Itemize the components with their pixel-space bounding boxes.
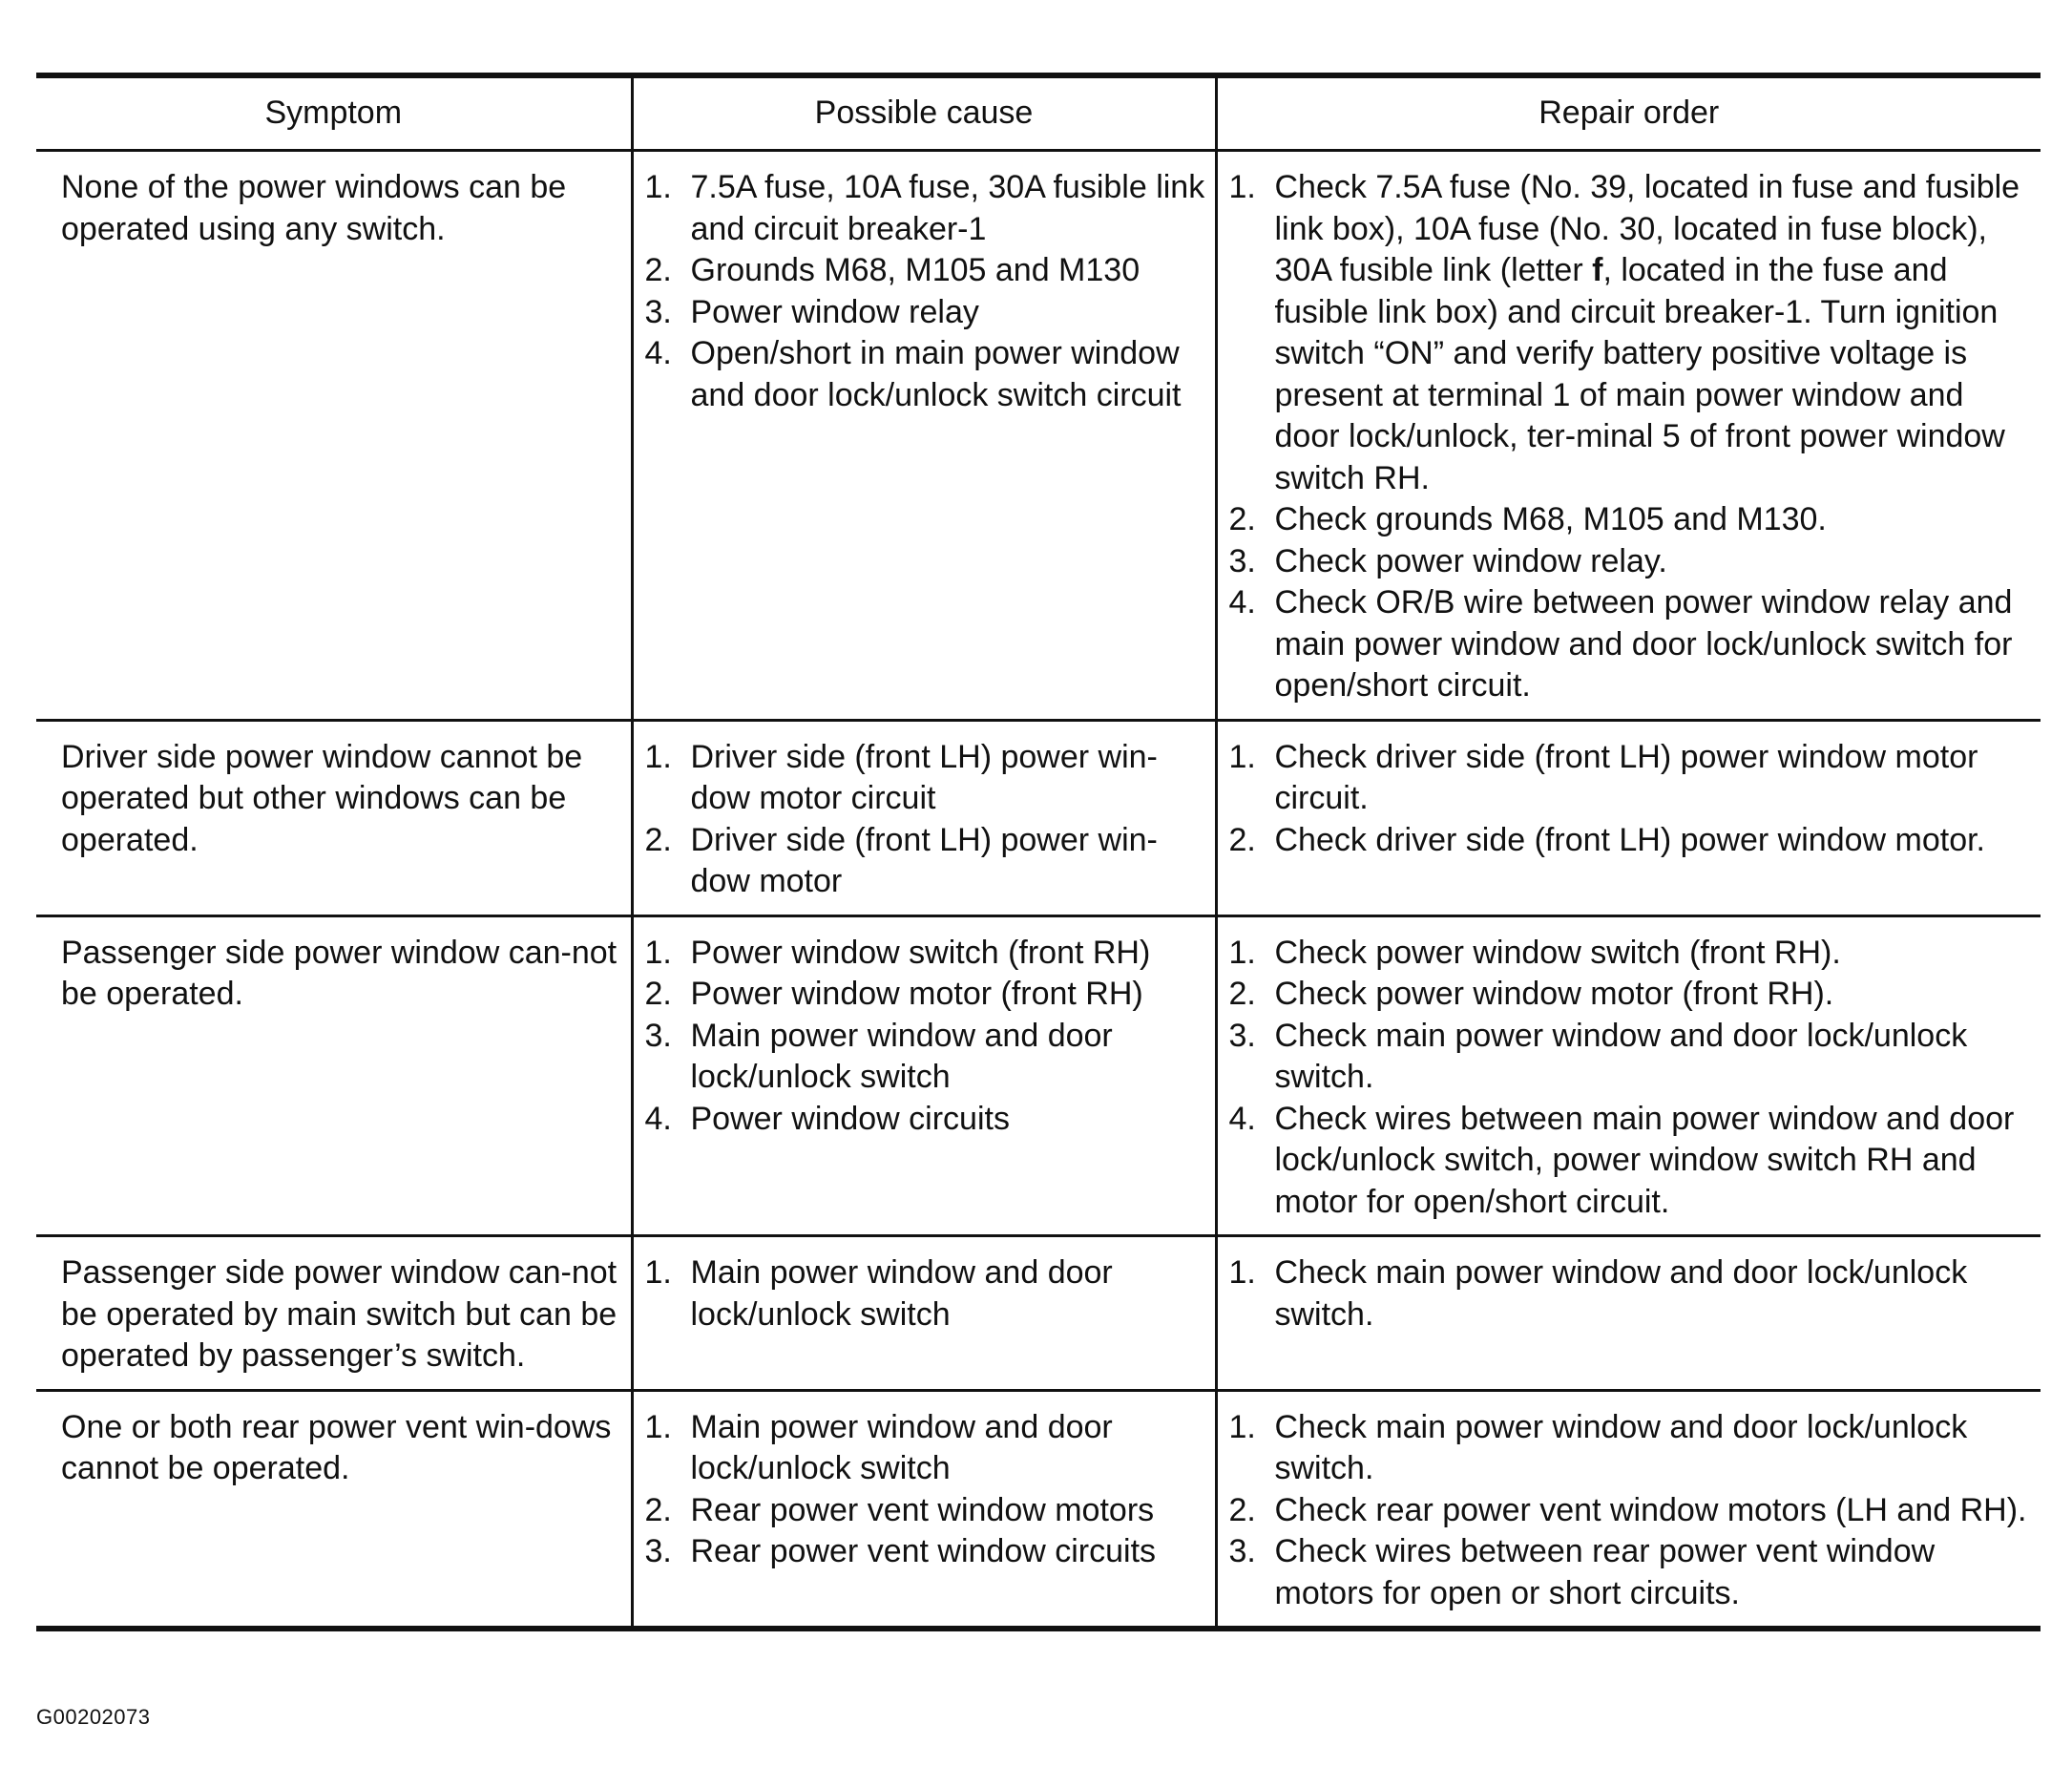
list-item — [645, 974, 1207, 1016]
header-symptom: Symptom — [36, 75, 632, 151]
item-number: 1. — [1228, 1408, 1256, 1445]
item-number: 2. — [1228, 1491, 1256, 1528]
fusible-link-letter: f — [1592, 252, 1603, 288]
item-number: 1. — [644, 934, 672, 971]
item-number: 4. — [644, 1100, 672, 1137]
item-number: 3. — [644, 293, 672, 330]
item-text: Check driver side (front LH) power window motor. — [1274, 821, 1985, 858]
cause-list — [645, 167, 1207, 416]
repair-list — [1229, 933, 2034, 1224]
item-text: Driver side (front LH) power win-dow motor circuit — [690, 738, 1158, 816]
item-text: Power window motor (front RH) — [690, 976, 1143, 1012]
item-text: Power window switch (front RH) — [690, 934, 1151, 971]
symptom-cell: Passenger side power window can-not be operated by main switch but can be operated by passenger’s switch. — [36, 1236, 632, 1391]
list-item — [1229, 737, 2034, 820]
list-item — [645, 250, 1207, 292]
item-number: 4. — [1228, 584, 1256, 621]
list-item — [1229, 167, 2034, 499]
repair-cell — [1216, 1236, 2041, 1391]
item-number: 3. — [1228, 1017, 1256, 1054]
repair-list — [1229, 1407, 2034, 1615]
item-number: 3. — [644, 1017, 672, 1054]
list-item — [1229, 1407, 2034, 1490]
item-number: 1. — [1228, 1254, 1256, 1291]
header-row — [36, 75, 2041, 151]
item-number: 3. — [1228, 1533, 1256, 1569]
repair-cell — [1216, 1390, 2041, 1629]
item-number: 1. — [644, 169, 672, 205]
item-number: 2. — [644, 1491, 672, 1528]
list-item — [1229, 1252, 2034, 1336]
item-number: 2. — [1228, 976, 1256, 1012]
item-number: 1. — [644, 1408, 672, 1445]
list-item — [645, 737, 1207, 820]
list-item — [1229, 1490, 2034, 1532]
item-number: 2. — [644, 252, 672, 288]
item-text: Grounds M68, M105 and M130 — [690, 252, 1141, 288]
list-item — [645, 167, 1207, 250]
list-item — [645, 1531, 1207, 1573]
item-text: Power window relay — [690, 293, 979, 330]
list-item — [645, 1016, 1207, 1099]
item-text: Main power window and door lock/unlock switch — [690, 1254, 1113, 1333]
item-number: 1. — [1228, 738, 1256, 775]
item-number: 1. — [1228, 169, 1256, 205]
item-text: Driver side (front LH) power win-dow motor — [690, 821, 1158, 899]
cause-cell — [632, 1390, 1216, 1629]
item-text: Rear power vent window circuits — [690, 1533, 1157, 1569]
item-text: Check main power window and door lock/unlock switch. — [1274, 1017, 1968, 1095]
list-item — [1229, 582, 2034, 707]
item-number: 1. — [1228, 934, 1256, 971]
item-text-part: , located in the fuse and fusible link box) and circuit breaker-1. Turn ignition switch “ON” and verify battery positive voltage is present at terminal 1 of main power window and door lock/unlock, ter-minal 5 of front power window switch RH. — [1274, 252, 2005, 496]
cause-cell — [632, 151, 1216, 721]
list-item — [1229, 1016, 2034, 1099]
item-text: Power window circuits — [690, 1100, 1010, 1137]
cause-cell — [632, 1236, 1216, 1391]
item-text: Check grounds M68, M105 and M130. — [1274, 501, 1827, 537]
list-item — [1229, 820, 2034, 862]
list-item — [645, 292, 1207, 334]
cause-list — [645, 1407, 1207, 1573]
item-number: 4. — [644, 335, 672, 371]
symptom-cell: One or both rear power vent win-dows cannot be operated. — [36, 1390, 632, 1629]
list-item — [1229, 499, 2034, 541]
repair-list — [1229, 167, 2034, 707]
item-number: 2. — [1228, 821, 1256, 858]
item-text: Check OR/B wire between power window relay and main power window and door lock/unlock switch for open/short circuit. — [1274, 584, 2013, 704]
item-number: 4. — [1228, 1100, 1256, 1137]
item-text — [1275, 167, 2034, 499]
cause-cell — [632, 915, 1216, 1236]
item-text: Check power window switch (front RH). — [1274, 934, 1841, 971]
diagnosis-table — [36, 73, 2041, 1631]
item-text: 7.5A fuse, 10A fuse, 30A fusible link and circuit breaker-1 — [690, 169, 1205, 247]
item-number: 1. — [644, 1254, 672, 1291]
repair-list — [1229, 737, 2034, 862]
item-text: Check main power window and door lock/unlock switch. — [1274, 1254, 1968, 1333]
item-text: Check rear power vent window motors (LH and RH). — [1274, 1491, 2027, 1528]
list-item — [1229, 974, 2034, 1016]
item-text: Main power window and door lock/unlock switch — [690, 1408, 1113, 1486]
item-number: 2. — [644, 976, 672, 1012]
symptom-cell: Driver side power window cannot be operated but other windows can be operated. — [36, 720, 632, 915]
list-item — [645, 933, 1207, 975]
list-item — [645, 333, 1207, 416]
item-number: 2. — [1228, 501, 1256, 537]
item-text: Rear power vent window motors — [690, 1491, 1155, 1528]
list-item — [645, 1490, 1207, 1532]
repair-cell — [1216, 915, 2041, 1236]
table-row — [36, 915, 2041, 1236]
repair-list — [1229, 1252, 2034, 1336]
list-item — [1229, 933, 2034, 975]
item-number: 1. — [644, 738, 672, 775]
item-text: Check main power window and door lock/unlock switch. — [1274, 1408, 1968, 1486]
repair-cell — [1216, 151, 2041, 721]
item-text: Check power window motor (front RH). — [1274, 976, 1834, 1012]
cause-list — [645, 933, 1207, 1141]
list-item — [1229, 1531, 2034, 1614]
cause-list — [645, 1252, 1207, 1336]
item-text: Check power window relay. — [1274, 542, 1667, 579]
list-item — [645, 1099, 1207, 1141]
table-row — [36, 1390, 2041, 1629]
item-text: Open/short in main power window and door lock/unlock switch circuit — [690, 335, 1182, 413]
header-possible-cause: Possible cause — [632, 75, 1216, 151]
item-text: Check driver side (front LH) power window motor circuit. — [1274, 738, 1978, 816]
cause-cell — [632, 720, 1216, 915]
list-item — [1229, 541, 2034, 583]
item-number: 3. — [644, 1533, 672, 1569]
item-text: Main power window and door lock/unlock switch — [690, 1017, 1113, 1095]
cause-list — [645, 737, 1207, 903]
symptom-cell: None of the power windows can be operated using any switch. — [36, 151, 632, 721]
repair-cell — [1216, 720, 2041, 915]
table-row — [36, 151, 2041, 721]
figure-code: G00202073 — [36, 1705, 151, 1729]
symptom-cell: Passenger side power window can-not be operated. — [36, 915, 632, 1236]
list-item — [1229, 1099, 2034, 1224]
item-text-part: Check 7.5A fuse (No. 39, located in fuse and fusible link box), 10A fuse (No. 30, located in fuse block), 30A fusible link (letter — [1274, 169, 2020, 288]
header-repair-order: Repair order — [1216, 75, 2041, 151]
item-text: Check wires between main power window and door lock/unlock switch, power window switch RH and motor for open/short circuit. — [1274, 1100, 2015, 1220]
item-number: 3. — [1228, 542, 1256, 579]
item-text: Check wires between rear power vent window motors for open or short circuits. — [1274, 1533, 1936, 1611]
table-row — [36, 1236, 2041, 1391]
list-item — [645, 1407, 1207, 1490]
list-item — [645, 1252, 1207, 1336]
table-row — [36, 720, 2041, 915]
list-item — [645, 820, 1207, 903]
item-number: 2. — [644, 821, 672, 858]
